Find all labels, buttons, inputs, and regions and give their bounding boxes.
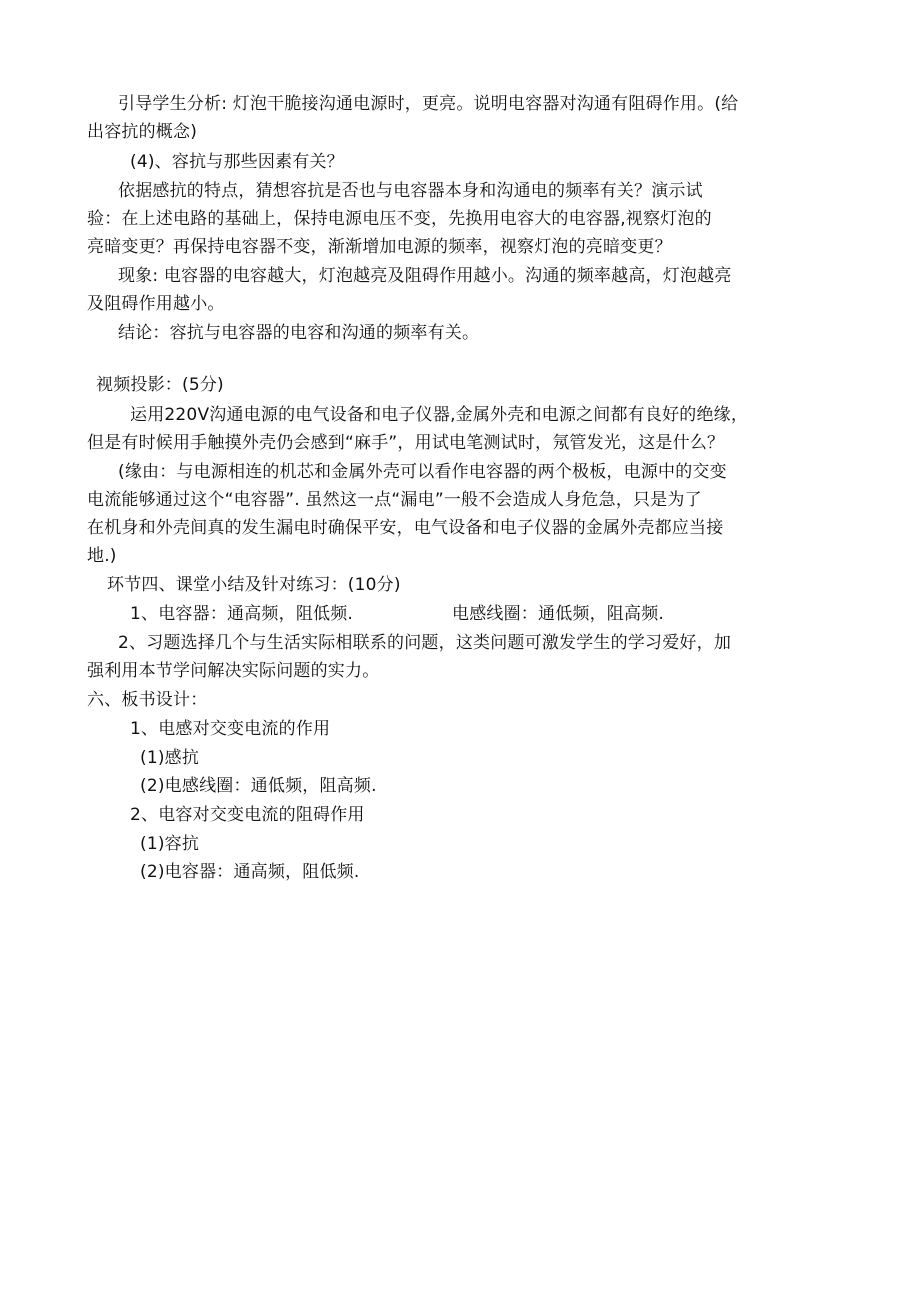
paragraph-reason-line1: (缘由：与电源相连的机芯和金属外壳可以看作电容器的两个极板，电源中的交变 <box>118 462 727 482</box>
board-item-1-sub-1: (1)感抗 <box>140 748 200 768</box>
board-item-1: 1、电感对交变电流的作用 <box>130 719 331 739</box>
paragraph-video-line1: 运用220V沟通电源的电气设备和电子仪器,金属外壳和电源之间都有良好的绝缘， <box>130 405 749 425</box>
section-heading-4: (4)、容抗与那些因素有关？ <box>130 152 344 172</box>
summary-capacitor: 1、电容器：通高频，阻低频. <box>130 604 354 624</box>
paragraph-phenomenon-line2: 及阻碍作用越小。 <box>87 294 225 314</box>
conclusion-text: 结论：容抗与电容器的电容和沟通的频率有关。 <box>118 323 480 343</box>
summary-exercise-line1: 2、习题选择几个与生活实际相联系的问题，这类问题可激发学生的学习爱好，加 <box>118 633 732 653</box>
summary-exercise-line2: 强利用本节学问解决实际问题的实力。 <box>87 661 380 681</box>
paragraph-reason-line2: 电流能够通过这个“电容器”. 虽然这一点“漏电”一般不会造成人身危急，只是为了 <box>87 490 702 510</box>
paragraph-reason-line3: 在机身和外壳间真的发生漏电时确保平安，电气设备和电子仪器的金属外壳都应当接 <box>87 518 724 538</box>
section4-heading: 环节四、课堂小结及针对练习：(10分) <box>107 575 401 595</box>
video-heading: 视频投影：(5分) <box>96 375 224 395</box>
paragraph-hypothesis-line2: 验：在上述电路的基础上，保持电源电压不变，先换用电容大的电容器,视察灯泡的 <box>87 209 712 229</box>
paragraph-analysis-line1: 引导学生分析: 灯泡干脆接沟通电源时，更亮。说明电容器对沟通有阻碍作用。(给 <box>118 94 739 114</box>
paragraph-analysis-line2: 出容抗的概念) <box>87 122 198 142</box>
paragraph-video-line2: 但是有时候用手触摸外壳仍会感到“麻手”，用试电笔测试时，氖管发光，这是什么？ <box>87 433 725 453</box>
paragraph-hypothesis-line3: 亮暗变更？再保持电容器不变，渐渐增加电源的频率，视察灯泡的亮暗变更？ <box>87 237 672 257</box>
paragraph-reason-line4: 地.) <box>87 546 117 566</box>
board-item-2-sub-1: (1)容抗 <box>140 834 200 854</box>
board-item-2-sub-2: (2)电容器：通高频，阻低频. <box>140 862 360 882</box>
paragraph-phenomenon-line1: 现象: 电容器的电容越大，灯泡越亮及阻碍作用越小。沟通的频率越高，灯泡越亮 <box>118 266 732 286</box>
board-item-2: 2、电容对交变电流的阻碍作用 <box>130 805 365 825</box>
paragraph-hypothesis-line1: 依据感抗的特点，猜想容抗是否也与电容器本身和沟通电的频率有关？演示试 <box>118 181 703 201</box>
board-design-heading: 六、板书设计： <box>87 690 208 710</box>
summary-inductor: 电感线圈：通低频，阻高频. <box>452 604 665 624</box>
board-item-1-sub-2: (2)电感线圈：通低频，阻高频. <box>140 776 377 796</box>
